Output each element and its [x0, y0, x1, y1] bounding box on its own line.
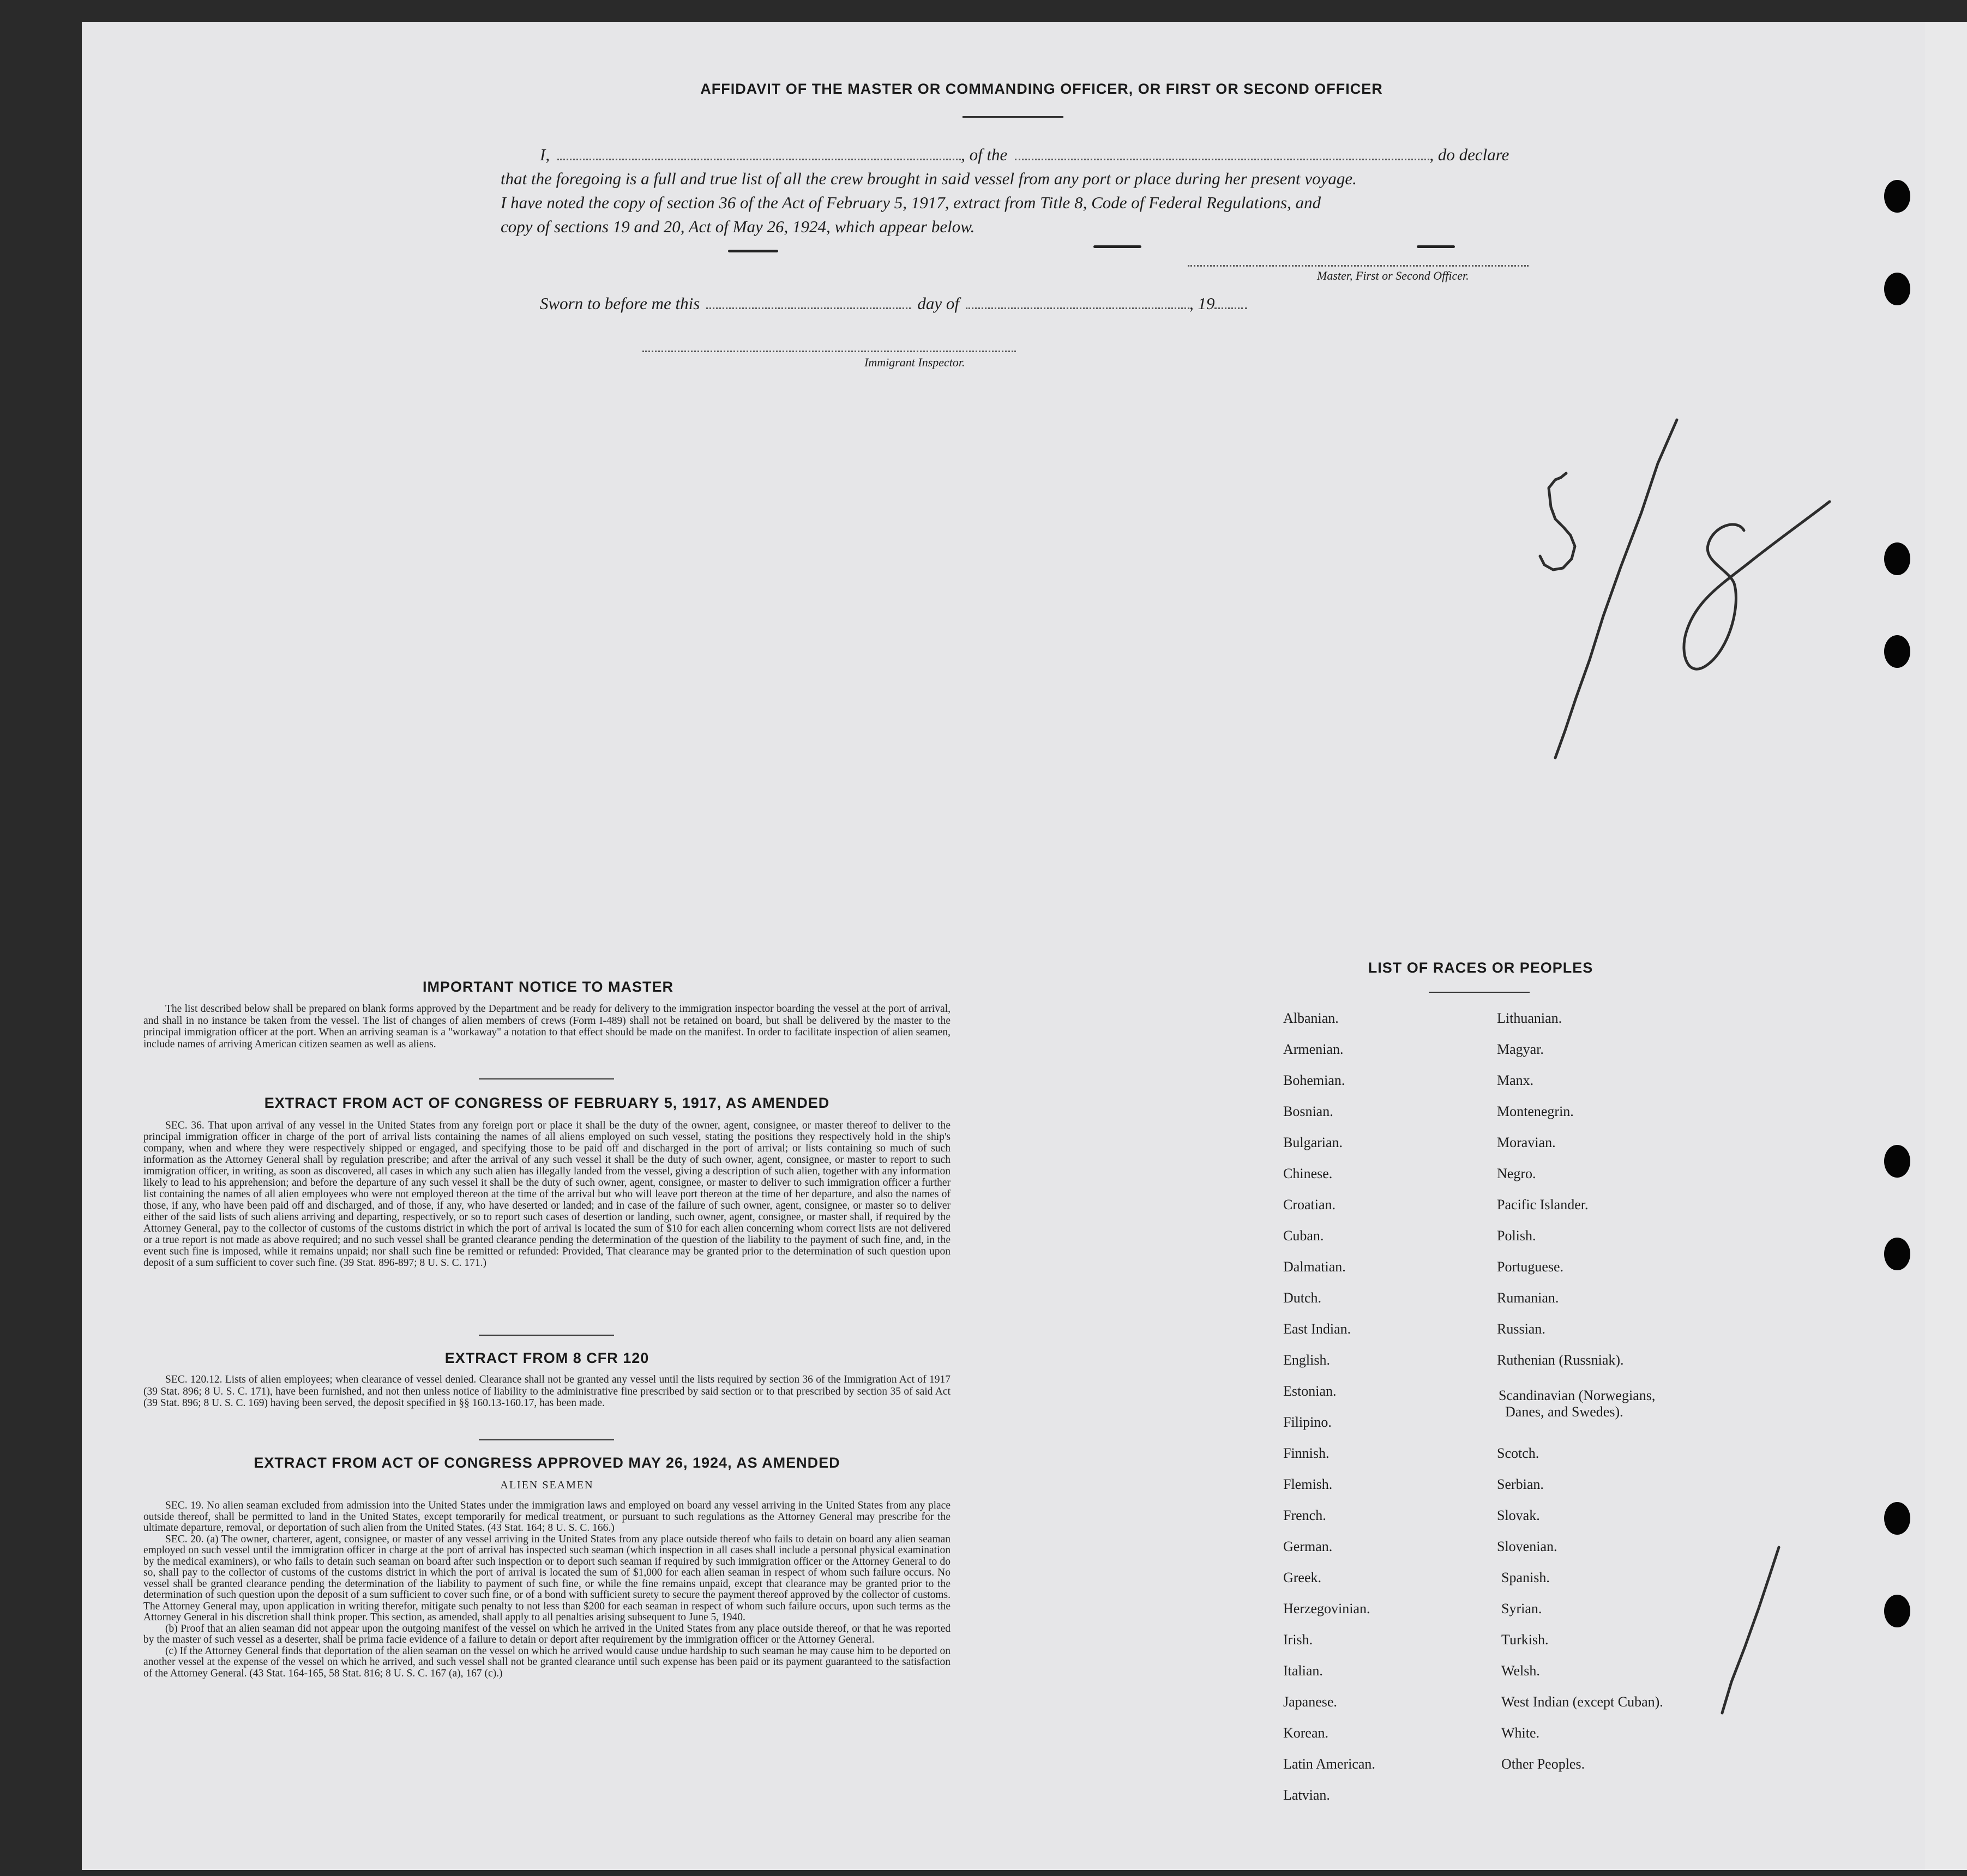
- race-item: Latin American.: [1283, 1756, 1375, 1772]
- of-the-label: , of the: [961, 145, 1008, 164]
- notice-title: IMPORTANT NOTICE TO MASTER: [423, 979, 673, 995]
- section-19-text: SEC. 19. No alien seaman excluded from admission into the United States under the immigration laws and employed on board any vessel arriving in the United States from any place outside thereof, shall be permitted to land in the United States, except temporarily for medical treatment, or pursuant to such regulations as the Attorney General may prescribe for the ultimate departure, removal, or deportation of such alien from the United States. (43 Stat. 164; 8 U. S. C. 166.): [143, 1500, 951, 1534]
- race-item: Other Peoples.: [1501, 1756, 1585, 1772]
- race-item: Albanian.: [1283, 1010, 1339, 1026]
- handwritten-digit-eight: [1684, 502, 1830, 669]
- races-title: LIST OF RACES OR PEOPLES: [1368, 960, 1593, 976]
- title-divider: [963, 116, 1063, 118]
- i-label: I,: [540, 145, 550, 164]
- handwritten-fraction: [1494, 403, 1843, 785]
- affidavit-title: AFFIDAVIT OF THE MASTER OR COMMANDING OFFICER, OR FIRST OR SECOND OFFICER: [700, 81, 1383, 97]
- ink-mark: [1093, 245, 1141, 248]
- race-item: White.: [1501, 1725, 1540, 1741]
- race-item: Serbian.: [1497, 1476, 1544, 1492]
- race-item: Chinese.: [1283, 1166, 1333, 1181]
- punch-hole: [1884, 1238, 1910, 1270]
- race-item: Rumanian.: [1497, 1290, 1559, 1306]
- extract-cfr-body: SEC. 120.12. Lists of alien employees; when clearance of vessel denied. Clearance shall not be granted any vessel until the lists required by section 36 of the Immigration Act of 1917 (39 Stat. 896; 8 U. S. C. 171), have been furnished, and not then unless notice of liability to the administrative fine prescribed by said section or to that prescribed by section 35 of said Act (39 Stat. 896; 8 U. S. C. 169) having been served, the deposit specified in §§ 160.13-160.17, has been made.: [143, 1374, 951, 1409]
- inspector-caption: Immigrant Inspector.: [864, 355, 965, 369]
- year-label: , 19: [1189, 294, 1215, 313]
- race-item: Bohemian.: [1283, 1072, 1345, 1088]
- race-item: Dalmatian.: [1283, 1259, 1346, 1275]
- race-item: Welsh.: [1501, 1663, 1540, 1679]
- sworn-day-field[interactable]: [706, 307, 911, 309]
- race-item: Lithuanian.: [1497, 1010, 1562, 1026]
- race-item: Korean.: [1283, 1725, 1329, 1741]
- section-divider: [479, 1078, 614, 1079]
- race-item: Manx.: [1497, 1072, 1534, 1088]
- race-item: Portuguese.: [1497, 1259, 1564, 1275]
- race-item: Cuban.: [1283, 1228, 1324, 1244]
- punch-hole: [1884, 180, 1910, 213]
- race-item: Scotch.: [1497, 1445, 1539, 1461]
- race-item: Dutch.: [1283, 1290, 1322, 1306]
- race-item: Filipino.: [1283, 1414, 1332, 1430]
- punch-hole: [1884, 1502, 1910, 1535]
- master-signature-caption: Master, First or Second Officer.: [1317, 269, 1469, 282]
- race-item: Bosnian.: [1283, 1103, 1333, 1119]
- race-item: Estonian.: [1283, 1383, 1337, 1399]
- sworn-line: [540, 292, 1247, 316]
- race-item: Magyar.: [1497, 1041, 1544, 1057]
- race-item: Montenegrin.: [1497, 1103, 1574, 1119]
- page-edge-strip: [1925, 22, 1967, 1870]
- race-item: Flemish.: [1283, 1476, 1333, 1492]
- punch-hole: [1884, 1145, 1910, 1178]
- race-item: West Indian (except Cuban).: [1501, 1694, 1663, 1710]
- section-20c-text: (c) If the Attorney General finds that deportation of the alien seaman on the vessel on which he arrived would cause undue hardship to such seaman he may cause him to be deported on another vessel at the expense of the vessel on which he arrived, and such vessel shall not be granted clearance until such expense has been paid or its payment guaranteed to the satisfaction of the Attorney General. (43 Stat. 164-165, 58 Stat. 816; 8 U. S. C. 167 (a), 167 (c).): [143, 1645, 951, 1679]
- sworn-month-field[interactable]: [966, 307, 1189, 309]
- race-item: Turkish.: [1501, 1632, 1549, 1648]
- race-item: Italian.: [1283, 1663, 1323, 1679]
- race-item: Greek.: [1283, 1570, 1322, 1585]
- sworn-year-field[interactable]: [1214, 307, 1247, 309]
- race-item: Polish.: [1497, 1228, 1536, 1244]
- race-item: Negro.: [1497, 1166, 1536, 1181]
- punch-hole: [1884, 635, 1910, 668]
- race-item: Bulgarian.: [1283, 1135, 1343, 1150]
- races-title-divider: [1429, 992, 1530, 993]
- race-item: Latvian.: [1283, 1787, 1330, 1803]
- race-item: Spanish.: [1501, 1570, 1550, 1585]
- race-item: French.: [1283, 1507, 1326, 1523]
- race-item: Finnish.: [1283, 1445, 1330, 1461]
- race-item: Japanese.: [1283, 1694, 1337, 1710]
- race-item: Pacific Islander.: [1497, 1197, 1589, 1213]
- extract-1917-body: SEC. 36. That upon arrival of any vessel in the United States from any foreign port or place it shall be the duty of the owner, agent, consignee, or master thereof to deliver to the principal immigration officer in charge of the port of arrival lists containing the names of all aliens employed on such vessel, stating the positions they respectively hold in the ship's company, when and where they were respectively shipped or engaged, and specifying those to be paid off and discharged in the port of arrival; or lists containing so much of such information as the Attorney General shall by regulation prescribe; and after the arrival of any such vessel it shall be the duty of such owner, agent, consignee, or master to report to such immigration officer, in writing, as soon as discovered, all cases in which any such alien has illegally landed from the vessel, giving a description of such alien, together with any information likely to lead to his apprehension; and before the departure of any such vessel it shall be the duty of such owner, agent, consignee, or master to deliver to such immigration officer a further list containing the names of all alien employees who were not employed thereon at the time of the arrival but who will leave port thereon at the time of her departure, and also the names of those, if any, who have been paid off and discharged, and of those, if any, who have deserted or landed; and in case of the failure of such owner, agent, consignee, or master so to deliver either of the said lists of such aliens arriving and departing, respectively, or so to report such cases of desertion or landing, such owner, agent, consignee, or master shall, if required by the Attorney General, pay to the collector of customs of the customs district in which the port of arrival is located the sum of $10 for each alien concerning whom correct lists are not delivered or a true report is not made as above required; and no such vessel shall be granted clearance pending the determination of the question of the liability to the payment of such fine, and, in the event such fine is imposed, while it remains unpaid; nor shall such fine be remitted or refunded: Provided, That clearance may be granted prior to the determination of such question upon deposit of a sum sufficient to cover such fine. (39 Stat. 896-897; 8 U. S. C. 171.): [143, 1120, 951, 1269]
- ink-mark: [1417, 245, 1455, 248]
- race-item: Slovenian.: [1497, 1539, 1557, 1554]
- race-item: Herzegovinian.: [1283, 1601, 1370, 1616]
- inspector-signature-field[interactable]: [642, 350, 1016, 352]
- race-item: Scandinavian (Norwegians,: [1499, 1388, 1656, 1403]
- race-item: Slovak.: [1497, 1507, 1540, 1523]
- name-field[interactable]: [557, 158, 961, 160]
- race-item: Danes, and Swedes).: [1505, 1404, 1623, 1420]
- ink-mark: [728, 250, 778, 252]
- extract-1924-subtitle: ALIEN SEAMEN: [500, 1479, 594, 1491]
- master-signature-field[interactable]: [1188, 264, 1529, 267]
- notice-body: The list described below shall be prepared on blank forms approved by the Department and be ready for delivery to the immigration inspector boarding the vessel at the port of arrival, and shall in no instance be taken from the vessel. The list of changes of alien members of crews (Form I-489) shall not be retained on board, but shall be delivered by the master to the principal immigration officer at the port. When an arriving seaman is a "workaway" a notation to that effect should be made on the manifest. In order to facilitate inspection of alien seamen, include names of arriving American citizen seamen as well as aliens.: [143, 1003, 951, 1050]
- affidavit-line-3: I have noted the copy of section 36 of the Act of February 5, 1917, extract from Title 8, Code of Federal Regulations, and: [501, 193, 1321, 212]
- handwritten-digit-five: [1540, 473, 1575, 570]
- race-item: Syrian.: [1501, 1601, 1542, 1616]
- race-item: East Indian.: [1283, 1321, 1351, 1337]
- do-declare-label: , do declare: [1429, 145, 1509, 164]
- affidavit-line-2: that the foregoing is a full and true list of all the crew brought in said vessel from any port or place during her present voyage.: [501, 169, 1357, 188]
- sworn-label: Sworn to before me this: [540, 294, 700, 313]
- extract-1924-title: EXTRACT FROM ACT OF CONGRESS APPROVED MAY 26, 1924, AS AMENDED: [254, 1455, 840, 1471]
- day-of-label: day of: [917, 294, 959, 313]
- affidavit-text: [501, 143, 1531, 239]
- section-20a-text: SEC. 20. (a) The owner, charterer, agent, consignee, or master of any vessel arriving in the United States from any place outside thereof who fails to detain on board any alien seaman employed on such vessel until the immigration officer in charge at the port of arrival has inspected such seaman (which inspection in all cases shall include a personal physical examination by the medical examiners), or who fails to detain such seaman on board after such inspection or to deport such seaman if required by such immigration officer or the Attorney General to do so, shall pay to the collector of customs of the customs district in which the port of arrival is located the sum of $1,000 for each alien seaman in respect of whom such failure occurs. No vessel shall be granted clearance pending the determination of the liability to payment of such fine, or while the fine remains unpaid, except that clearance may be granted prior to the determination of such question upon the deposit of a sum sufficient to cover such fine, or of a bond with sufficient surety to secure the payment thereof approved by the collector of customs. The Attorney General may, upon application in writing therefor, mitigate such penalty to not less than $200 for each seaman in respect of whom such failure occurs, upon such terms as the Attorney General in his discretion shall think proper. This section, as amended, shall apply to all penalties arising subsequent to June 5, 1940.: [143, 1533, 951, 1623]
- affidavit-line-4: copy of sections 19 and 20, Act of May 26, 1924, which appear below.: [501, 217, 975, 236]
- section-divider: [479, 1439, 614, 1440]
- handwritten-slash: [1555, 420, 1677, 758]
- race-item: Irish.: [1283, 1632, 1313, 1648]
- race-item: English.: [1283, 1352, 1330, 1368]
- punch-hole: [1884, 273, 1910, 305]
- extract-1917-title: EXTRACT FROM ACT OF CONGRESS OF FEBRUARY 5, 1917, AS AMENDED: [264, 1095, 830, 1111]
- extract-1924-body: [143, 1500, 951, 1679]
- handwritten-tick-mark: [1707, 1543, 1789, 1723]
- vessel-field[interactable]: [1015, 158, 1429, 160]
- punch-hole: [1884, 542, 1910, 575]
- race-item: Russian.: [1497, 1321, 1545, 1337]
- section-divider: [479, 1335, 614, 1336]
- race-item: Armenian.: [1283, 1041, 1344, 1057]
- punch-hole: [1884, 1595, 1910, 1627]
- race-item: Moravian.: [1497, 1135, 1556, 1150]
- race-item: German.: [1283, 1539, 1333, 1554]
- race-item: Croatian.: [1283, 1197, 1336, 1213]
- section-20b-text: (b) Proof that an alien seaman did not appear upon the outgoing manifest of the vessel on which he arrived in the United States from any place outside thereof, or that he was reported by the master of such vessel as a deserter, shall be prima facie evidence of a failure to detain or deport after requirement by the immigration officer or the Attorney General.: [143, 1622, 951, 1645]
- race-item: Ruthenian (Russniak).: [1497, 1352, 1624, 1368]
- extract-cfr-title: EXTRACT FROM 8 CFR 120: [444, 1350, 649, 1366]
